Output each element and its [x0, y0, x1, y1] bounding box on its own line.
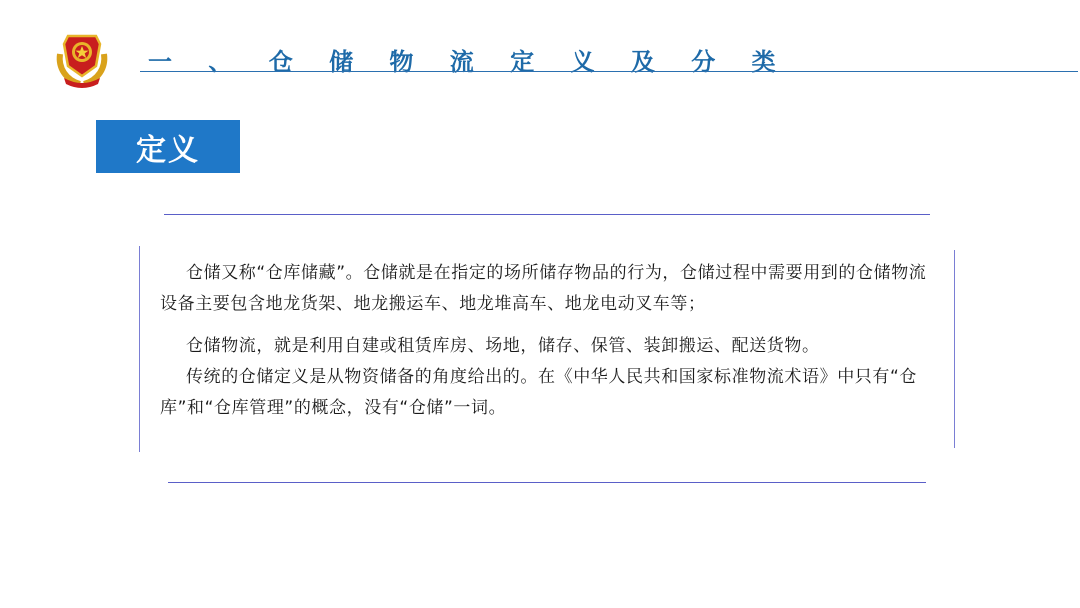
divider-left	[139, 246, 140, 452]
page-title: 一 、 仓 储 物 流 定 义 及 分 类	[148, 48, 790, 76]
definition-text	[160, 258, 936, 424]
fire-rescue-emblem-icon	[50, 26, 114, 90]
paragraph-1: 仓储又称“仓库储藏”。仓储就是在指定的场所储存物品的行为，仓储过程中需要用到的仓储物流设备主要包含地龙货架、地龙搬运车、地龙堆高车、地龙电动叉车等；	[160, 263, 927, 314]
divider-right	[954, 250, 955, 448]
title-underline	[140, 71, 1078, 72]
section-tag: 定义	[96, 120, 240, 173]
paragraph-2: 仓储物流，就是利用自建或租赁库房、场地，储存、保管、装卸搬运、配送货物。	[186, 336, 820, 356]
divider-bottom	[168, 482, 926, 483]
paragraph-3: 传统的仓储定义是从物资储备的角度给出的。在《中华人民共和国家标准物流术语》中只有“仓库”和“仓库管理”的概念，没有“仓储”一词。	[160, 367, 918, 418]
divider-top	[164, 214, 930, 215]
